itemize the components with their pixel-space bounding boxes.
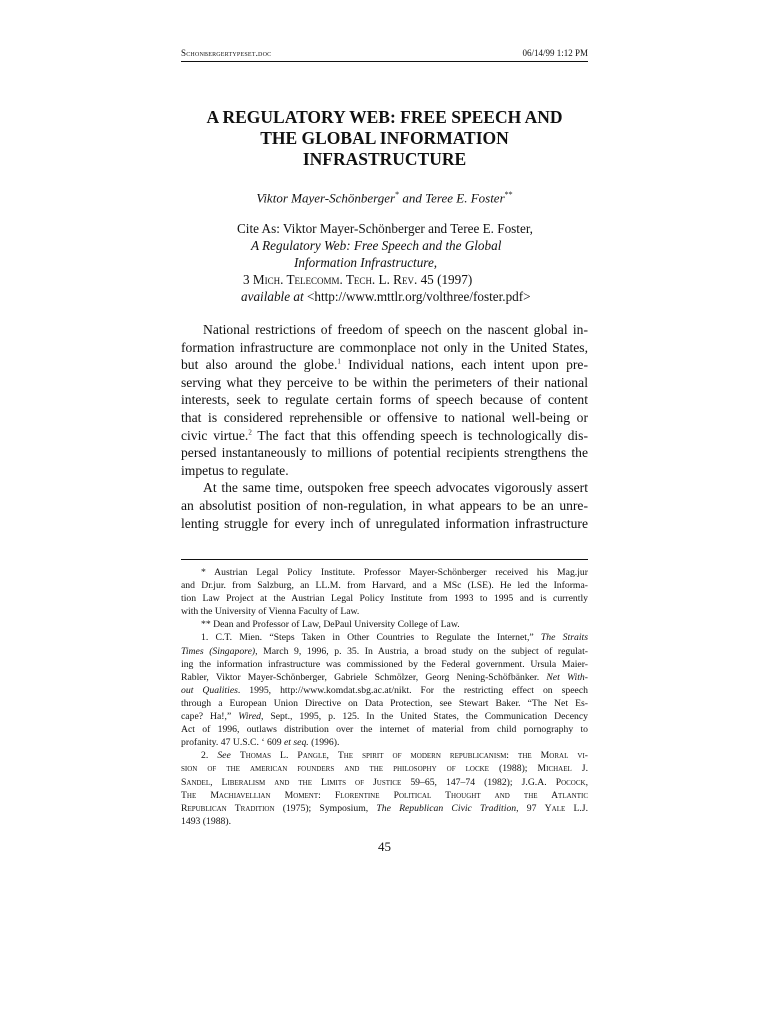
author-footnote-mark: **	[504, 190, 513, 199]
footnote-line: 1493 (1988).	[181, 815, 232, 827]
author-line	[181, 190, 588, 206]
footnote-line: Rabler, Viktor Mayer-Schönberger, Gabriele Schmölzer, Georg Nening-Schöfbänker. Net With-	[181, 671, 588, 683]
footnote-line: ing the information infrastructure was commissioned by the Federal government. Ursula Maier-	[181, 658, 588, 670]
footnote-ref[interactable]: 1	[337, 357, 341, 366]
author-footnote-mark: *	[395, 190, 400, 199]
file-name: Schonbergertypeset.doc	[181, 48, 272, 58]
footnote-line: profanity. 47 U.S.C. ‘ 609 et seq. (1996).	[181, 737, 340, 749]
title-line: INFRASTRUCTURE	[302, 149, 467, 169]
body-text	[181, 321, 588, 532]
footnote-line: cape? Ha!,” Wired, Sept., 1995, p. 125. In the United States, the Communication Decency	[181, 711, 588, 723]
citation-url: <http://www.mttlr.org/volthree/foster.pdf>	[303, 289, 531, 304]
footnote-line: and Dr.jur. from Salzburg, an LL.M. from Harvard, and a MSc (LSE). He led the Informa-	[181, 580, 588, 592]
author-name: Viktor Mayer-Schönberger	[256, 190, 396, 206]
body-line: interests, seek to regulate certain forms of speech because of content	[181, 392, 588, 408]
article-title	[181, 107, 588, 170]
body-line: impetus to regulate.	[181, 462, 289, 478]
footnotes	[181, 566, 588, 828]
footnote-line: 1. C.T. Mien. “Steps Taken in Other Countries to Regulate the Internet,” The Straits	[201, 632, 588, 644]
footnote-line: with the University of Vienna Faculty of Law.	[181, 606, 360, 618]
body-line: persed instantaneously to millions of potential recipients strengthens the	[181, 445, 588, 461]
body-line: civic virtue.$^2$ The fact that this offending speech is technologically dis-	[181, 427, 588, 443]
citation-block	[181, 220, 588, 305]
footnote-ref[interactable]: 2	[248, 428, 252, 437]
journal-name: Mich. Telecomm. Tech. L. Rev.	[252, 272, 418, 287]
body-line: formation infrastructure are commonplace not only in the United States,	[181, 339, 588, 355]
body-line: At the same time, outspoken free speech advocates vigorously assert	[203, 480, 588, 496]
body-line: lenting struggle for every inch of unregulated information infrastructure	[181, 515, 588, 531]
author-conjunction: and	[399, 190, 426, 206]
footnote-rule	[181, 559, 588, 560]
footnote-line: Act of 1996, outlaws distribution over the internet of material from child pornography to	[181, 724, 588, 736]
footnote-line: ** Dean and Professor of Law, DePaul University College of Law.	[201, 619, 460, 631]
body-line: but also around the globe.$^1$ Individual nations, each intent upon pre-	[181, 357, 588, 373]
footnote-line: through a European Union Directive on Data Protection, see Stewart Baker. “The Net Es-	[181, 697, 588, 709]
running-header	[181, 48, 588, 58]
footnote-line: sion of the american founders and the philosophy of locke (1988); Michael J.	[181, 763, 589, 775]
document-page	[181, 0, 588, 1024]
page-number: 45	[378, 839, 391, 854]
print-timestamp: 06/14/99 1:12 PM	[522, 48, 588, 58]
footnote-line: out Qualities. 1995, http://www.komdat.sbg.ac.at/nikt. For the restricting effect on speech	[181, 684, 588, 696]
body-line: serving what they perceive to be within the perimeters of their national	[181, 374, 588, 390]
citation-line: Cite As: Viktor Mayer-Schönberger and Teree E. Foster,	[237, 221, 533, 236]
footnote-line: Times (Singapore), March 9, 1996, p. 35. In Austria, a broad study on the subject of regulat-	[181, 645, 589, 657]
author-name: Teree E. Foster	[425, 190, 505, 206]
footnote-line: 2. See Thomas L. Pangle, The spirit of modern republicanism: the Moral vi-	[201, 750, 589, 762]
body-line: National restrictions of freedom of speech on the nascent global in-	[203, 322, 588, 337]
header-rule	[181, 61, 588, 62]
footnote-line: Republican Tradition (1975); Symposium, The Republican Civic Tradition, 97 Yale L.J.	[181, 802, 588, 814]
footnote-line: * Austrian Legal Policy Institute. Professor Mayer-Schönberger received his Mag.jur	[201, 567, 588, 578]
title-line: THE GLOBAL INFORMATION	[260, 128, 509, 148]
citation-line: 3 Mich. Telecomm. Tech. L. Rev. 45 (1997)	[243, 272, 473, 287]
title-line: A REGULATORY WEB: FREE SPEECH AND	[206, 107, 563, 127]
citation-line: Information Infrastructure,	[294, 255, 438, 270]
citation-line: A Regulatory Web: Free Speech and the Global	[251, 238, 502, 253]
footnote-line: Sandel, Liberalism and the Limits of Justice 59–65, 147–74 (1982); J.G.A. Pocock,	[181, 776, 589, 788]
citation-line: available at <http://www.mttlr.org/volthree/foster.pdf>	[241, 289, 531, 304]
body-line: an absolutist position of non-regulation, in what appears to be an unre-	[181, 497, 588, 513]
body-line: that is considered reprehensible or offensive to national well-being or	[181, 409, 588, 425]
footnote-line: The Machiavellian Moment: Florentine Political Thought and the Atlantic	[181, 789, 588, 801]
footnote-line: tion Law Project at the Austrian Legal Policy Institute from 1993 to 1995 and is currently	[181, 593, 588, 605]
